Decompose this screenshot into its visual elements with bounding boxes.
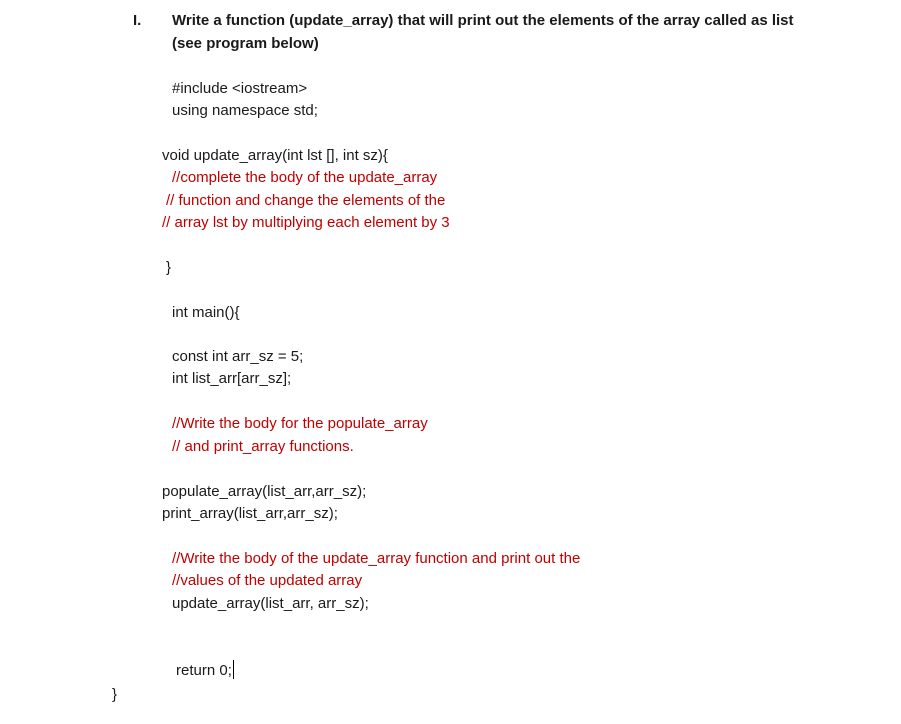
code-include: #include <iostream> [172,80,308,97]
code-comment-write-body: //Write the body for the populate_array [172,415,428,432]
question-number: I. [133,12,142,29]
code-using-namespace: using namespace std; [172,102,318,119]
code-array-declaration: int list_arr[arr_sz]; [172,370,292,387]
code-update-call: update_array(list_arr, arr_sz); [172,595,369,612]
code-print-call: print_array(list_arr,arr_sz); [162,505,338,522]
code-comment-complete: //complete the body of the update_array [172,169,438,186]
code-main-signature: int main(){ [172,304,240,321]
question-text-line-1: Write a function (update_array) that will print out the elements of the array called as list [172,12,794,29]
code-comment-array: // array lst by multiplying each element by 3 [162,214,450,231]
code-const-declaration: const int arr_sz = 5; [172,348,304,365]
code-function-signature: void update_array(int lst [], int sz){ [162,147,388,164]
text-cursor [233,660,234,679]
code-return-text: return 0; [176,662,232,679]
code-comment-function: // function and change the elements of the [166,192,446,209]
code-comment-values: //values of the updated array [172,572,363,589]
question-text-line-2: (see program below) [172,35,319,52]
code-comment-update-body: //Write the body of the update_array function and print out the [172,550,581,567]
code-comment-and-print: // and print_array functions. [172,438,354,455]
code-return-line[interactable] [176,660,234,682]
code-function-close-brace: } [166,259,172,276]
code-main-close-brace: } [112,686,118,703]
code-populate-call: populate_array(list_arr,arr_sz); [162,483,367,500]
